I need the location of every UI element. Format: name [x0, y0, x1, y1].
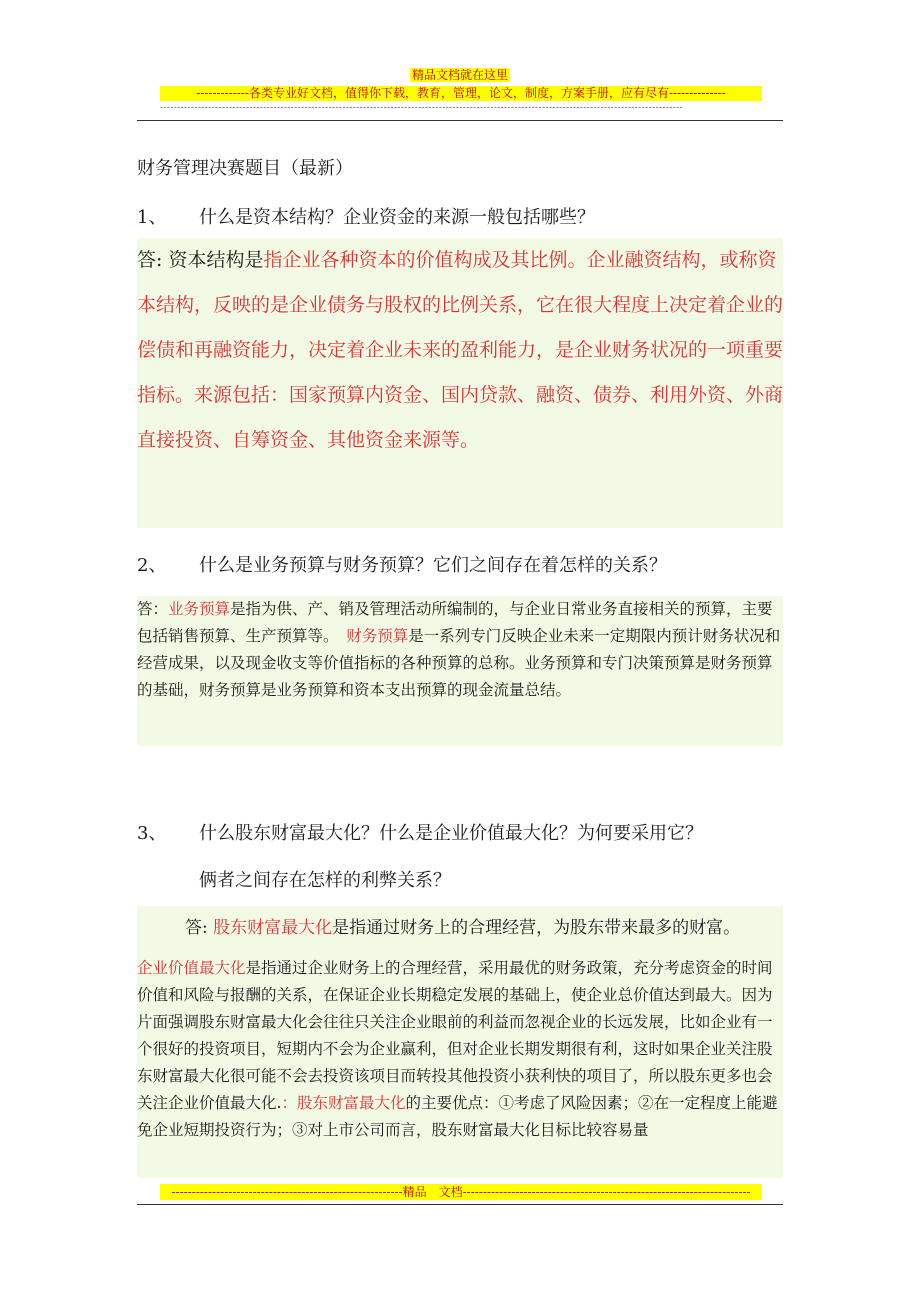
answer-lead: 资本结构是 — [162, 249, 264, 271]
answer-text-2: 是指通过企业财务上的合理经营，采用最优的财务政策，充分考虑资金的时间价值和风险与报酬的关系，在保证企业长期稳定发展的基础上，使企业总价值达到最大。因为片面强调股东财富最大化会往往只关注企业眼前的利益而忽视企业的长远发展，比如企业有一个很好的投资项目，短期内不会为企业赢利，但对企业长期发期很有利，这时如果企业关注股东财富最大化很可能不会去投资该项目而转投其他投资小获利快的项目了，所以股东更多也会关注企业价值最大化. — [137, 959, 773, 1112]
document-title: 财务管理决赛题目（最新） — [137, 158, 353, 179]
term-shareholder-wealth: 股东财富最大化 — [213, 918, 333, 938]
answer-body: 指企业各种资本的价值构成及其比例。企业融资结构，或称资本结构，反映的是企业债务与股权的比例关系，它在很大程度上决定着企业的偿债和再融资能力，决定着企业未来的盈利能力，是企业财务状况的一项重要指标。来源包括：国家预算内资金、国内贷款、融资、债券、利用外资、外商直接投资、自筹资金、其他资金来源等。 — [137, 249, 784, 451]
answer-3 — [137, 955, 783, 1175]
header-divider-dashes: -------------------------------------------------------------------------------------------------------------------------------------------------------- — [160, 103, 684, 113]
question-number: 2、 — [137, 555, 167, 576]
answer-prefix: 答: — [137, 249, 163, 271]
answer-text-3: 的主要优点：①考虑了风险因素；②在一定程度上能避免企业短期投资行为；③对上市公司而言，股东财富最大化目标比较容易量 — [137, 1094, 778, 1139]
answer-2 — [137, 596, 783, 746]
header-rule — [137, 120, 783, 121]
question-text: 什么股东财富最大化？什么是企业价值最大化？为何要采用它？ — [199, 823, 703, 844]
term-financial-budget: 财务预算 — [346, 627, 409, 645]
footer-rule — [137, 1204, 783, 1205]
answer-1 — [137, 238, 783, 528]
question-1 — [137, 203, 595, 229]
question-number: 1、 — [137, 207, 167, 228]
answer-prefix: 答: — [185, 918, 208, 938]
question-3 — [137, 819, 703, 845]
answer-text-1: 是指通过财务上的合理经营，为股东带来最多的财富。 — [332, 918, 741, 938]
question-3-continued: 俩者之间存在怎样的利弊关系？ — [199, 870, 451, 891]
answer-prefix: 答： — [137, 600, 169, 618]
answer-text-2: 是一系列专门反映企业未来一定期限内预计财务状况和经营成果，以及现金收支等价值指标的各种预算的总称。业务预算和专门决策预算是财务预算的基础，财务预算是业务预算和资本支出预算的现金流量总结。 — [137, 627, 781, 699]
header-subtitle: -------------各类专业好文档，值得你下载，教育，管理，论文，制度，方案手册，应有尽有-------------- — [160, 86, 762, 101]
answer-text-1: 是指为供、产、销及管理活动所编制的，与企业日常业务直接相关的预算，主要包括销售预算、生产预算等。 — [137, 600, 773, 645]
term-shareholder-wealth-2: ：股东财富最大化 — [281, 1094, 406, 1112]
question-number: 3、 — [137, 823, 167, 844]
question-text: 什么是资本结构？企业资金的来源一般包括哪些？ — [199, 207, 595, 228]
question-text: 什么是业务预算与财务预算？它们之间存在着怎样的关系？ — [199, 555, 667, 576]
term-enterprise-value: 企业价值最大化 — [137, 959, 246, 977]
term-business-budget: 业务预算 — [168, 600, 231, 618]
header-title: 精品文档就在这里 — [411, 68, 508, 82]
question-2 — [137, 551, 667, 577]
answer-3-first-line — [185, 914, 783, 942]
footer-banner: ---------------------------------------------------------精品 文档----------------------------------------------------------------------- — [160, 1184, 762, 1200]
